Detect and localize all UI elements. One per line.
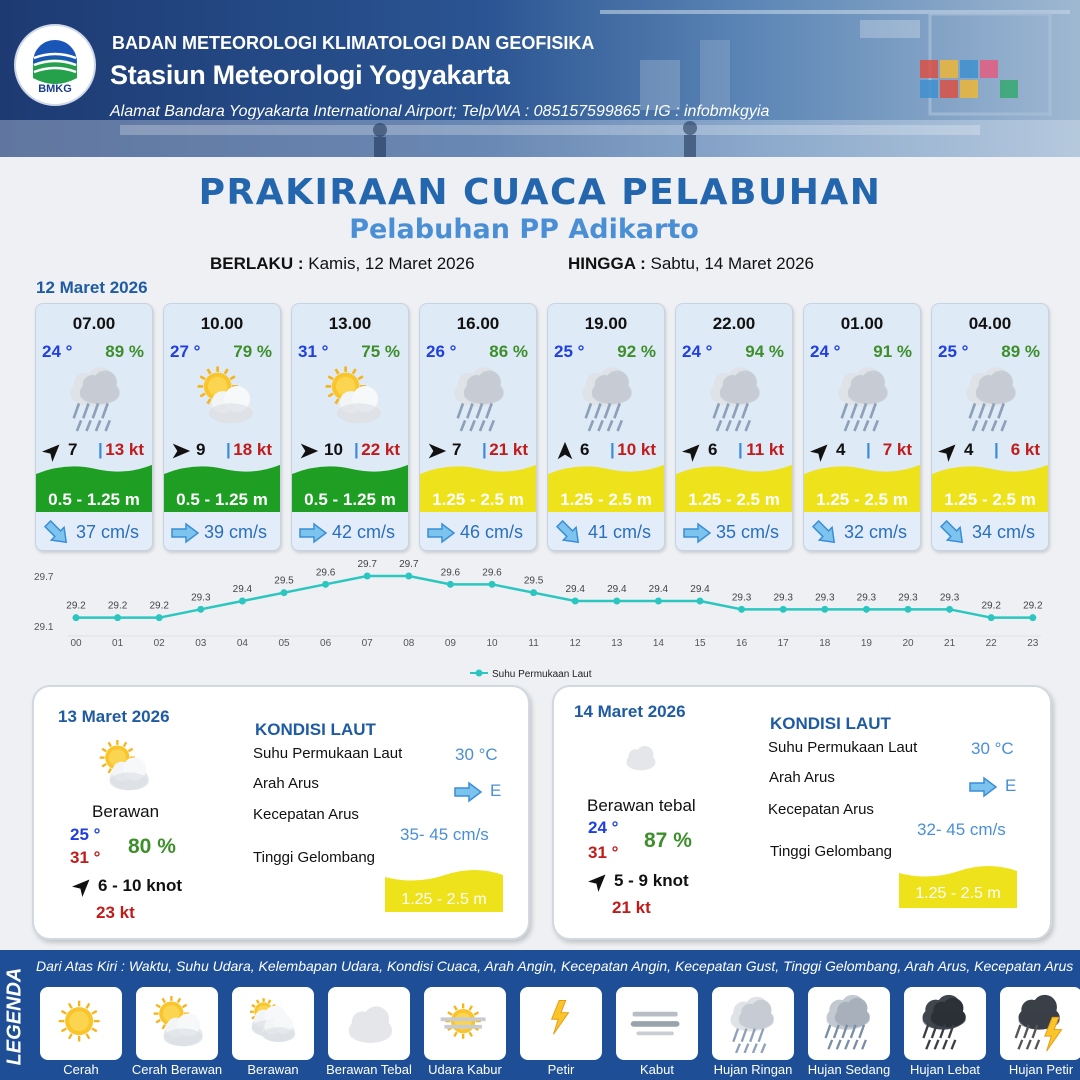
weather-icon — [446, 362, 514, 432]
arah-arus-label: Arah Arus — [769, 769, 835, 786]
day-temp-min: 25 ° — [70, 825, 101, 844]
wind-speed: 6 — [580, 440, 590, 459]
wind-row — [42, 440, 150, 462]
x-tick-label: 17 — [777, 638, 789, 649]
x-tick-label: 20 — [902, 638, 914, 649]
hujan-lebat-icon — [915, 993, 975, 1053]
wind-speed: 7 — [68, 440, 78, 459]
sst-series-line — [76, 576, 1033, 618]
wave-height: 1.25 - 2.5 m — [432, 490, 524, 509]
wind-speed: 4 — [836, 440, 846, 459]
current-speed: 37 cm/s — [76, 522, 140, 542]
tinggi-gelombang-label: Tinggi Gelombang — [253, 849, 376, 866]
gust-speed: 13 kt — [105, 440, 144, 459]
arah-arus-icon — [453, 781, 483, 803]
day-wind-direction-icon — [583, 865, 614, 896]
forecast-card — [675, 303, 793, 551]
wind-row — [170, 440, 278, 462]
hujan-ringan-icon — [574, 362, 642, 432]
legend-item-label: Berawan Tebal — [326, 1062, 412, 1077]
wind-separator: | — [738, 440, 743, 459]
forecast-time: 19.00 — [584, 314, 628, 333]
gust-speed: 11 kt — [746, 440, 784, 459]
sst-data-label: 29.3 — [191, 592, 211, 604]
x-tick-label: 06 — [320, 638, 332, 649]
wave-height: 0.5 - 1.25 m — [176, 490, 268, 509]
kecepatan-arus-value: 35- 45 cm/s — [400, 825, 489, 844]
weather-icon — [702, 362, 770, 432]
wind-row — [810, 440, 918, 462]
day-wind-direction-icon — [67, 870, 98, 901]
weather-icon — [318, 362, 386, 432]
sst-data-label: 29.4 — [232, 584, 253, 595]
sst-data-label: 29.2 — [107, 600, 128, 612]
forecast-temperature: 27 ° — [170, 342, 201, 361]
x-tick-label: 14 — [652, 638, 664, 649]
sst-data-point — [530, 589, 537, 596]
wind-separator: | — [994, 440, 999, 459]
sst-data-point — [946, 606, 953, 613]
x-tick-label: 15 — [694, 638, 706, 649]
sst-data-label: 29.2 — [1023, 600, 1043, 612]
wind-separator: | — [610, 440, 615, 459]
wind-row — [682, 440, 790, 462]
wind-direction-icon — [426, 440, 448, 462]
day-weather-icon — [90, 737, 156, 797]
valid-from — [210, 254, 475, 274]
legend-item-label: Cerah — [63, 1062, 99, 1077]
day1-date: 12 Maret 2026 — [36, 278, 148, 297]
sst-line-chart — [30, 556, 1070, 686]
cerah-berawan-icon — [90, 737, 156, 797]
legend-item-hujan-sedang — [808, 987, 890, 1060]
hujan-ringan-icon — [62, 362, 130, 432]
forecast-temperature: 24 ° — [810, 342, 841, 361]
current-row — [804, 512, 920, 551]
x-tick-label: 03 — [195, 638, 207, 649]
forecast-card — [931, 303, 1049, 551]
sst-data-label: 29.6 — [440, 567, 461, 579]
sst-data-point — [364, 573, 371, 580]
valid-to-value: Sabtu, 14 Maret 2026 — [650, 254, 815, 273]
day-temp-min: 24 ° — [588, 818, 619, 837]
header-banner — [0, 0, 1080, 157]
sst-data-label: 29.2 — [66, 600, 86, 612]
hujan-ringan-icon — [723, 993, 783, 1053]
day-temp-max: 31 ° — [70, 848, 101, 867]
hujan-ringan-icon — [702, 362, 770, 432]
x-tick-label: 07 — [361, 638, 373, 649]
sst-data-point — [239, 598, 246, 605]
weather-icon — [190, 362, 258, 432]
legend-item-label: Cerah Berawan — [131, 1062, 223, 1077]
day-wind-speed: 6 - 10 knot — [98, 876, 183, 895]
legend-description: Dari Atas Kiri : Waktu, Suhu Udara, Kelembapan Udara, Kondisi Cuaca, Arah Angin, Kecepatan Angin, Kecepatan Gust, Tinggi Gelombang, Arah Arus, Kecepatan Arus — [36, 958, 1074, 974]
hujan-petir-icon — [1011, 993, 1071, 1053]
sst-data-label: 29.5 — [523, 575, 544, 587]
forecast-humidity: 92 % — [617, 342, 656, 361]
logo-text: BMKG — [38, 83, 72, 95]
cerah-berawan-icon — [147, 993, 207, 1053]
wind-row — [298, 440, 406, 462]
station-name: Stasiun Meteorologi Yogyakarta — [110, 60, 510, 90]
arah-arus-value: E — [490, 781, 502, 800]
valid-from-label: BERLAKU : — [210, 254, 304, 273]
chart-legend-label: Suhu Permukaan Laut — [492, 669, 592, 680]
sst-data-point — [322, 581, 329, 588]
forecast-time: 07.00 — [72, 314, 116, 333]
current-row — [932, 512, 1048, 551]
forecast-time: 16.00 — [456, 314, 500, 333]
petir-icon — [531, 993, 591, 1053]
forecast-temperature: 31 ° — [298, 342, 329, 361]
x-tick-label: 12 — [569, 638, 581, 649]
sst-data-point — [1029, 614, 1036, 621]
wave-height: 1.25 - 2.5 m — [560, 490, 652, 509]
wave-height: 1.25 - 2.5 m — [816, 490, 908, 509]
org-name: BADAN METEOROLOGI KLIMATOLOGI DAN GEOFISIKA — [112, 33, 595, 53]
forecast-temperature: 26 ° — [426, 342, 457, 361]
wind-speed: 7 — [452, 440, 462, 459]
x-tick-label: 21 — [944, 638, 956, 649]
day-wave-height: 1.25 - 2.5 m — [915, 885, 1001, 902]
tinggi-gelombang-label: Tinggi Gelombang — [770, 843, 893, 860]
sst-data-label: 29.4 — [607, 584, 627, 595]
wind-separator: | — [482, 440, 487, 459]
current-row — [420, 512, 536, 551]
legend-item-label: Berawan — [247, 1062, 299, 1077]
x-tick-label: 00 — [70, 638, 82, 649]
wave-height: 1.25 - 2.5 m — [688, 490, 780, 509]
berawan-icon — [243, 993, 303, 1053]
wind-direction-icon — [554, 440, 576, 462]
legend-item-berawan-tebal — [328, 987, 410, 1060]
sst-data-point — [738, 606, 745, 613]
x-tick-label: 18 — [819, 638, 831, 649]
wind-speed: 4 — [964, 440, 974, 459]
wave-height: 0.5 - 1.25 m — [304, 490, 396, 509]
kondisi-laut-title: KONDISI LAUT — [770, 714, 891, 733]
forecast-card — [35, 303, 153, 551]
current-direction-icon — [426, 522, 456, 544]
legend-item-kabut — [616, 987, 698, 1060]
current-direction-icon — [39, 515, 76, 551]
kecepatan-arus-label: Kecepatan Arus — [768, 801, 874, 818]
sst-data-point — [489, 581, 496, 588]
current-row — [164, 512, 280, 551]
wind-direction-icon — [170, 440, 192, 462]
current-row — [676, 512, 792, 551]
legend-item-hujan-petir — [1000, 987, 1080, 1060]
sst-data-label: 29.3 — [939, 592, 960, 604]
sst-data-point — [156, 614, 163, 621]
day-date: 14 Maret 2026 — [574, 702, 686, 721]
legend-item-label: Hujan Petir — [1008, 1062, 1074, 1077]
sst-data-point — [655, 598, 662, 605]
current-speed: 42 cm/s — [332, 522, 396, 542]
wind-speed: 6 — [708, 440, 718, 459]
x-tick-label: 10 — [486, 638, 498, 649]
x-tick-label: 05 — [278, 638, 290, 649]
gust-speed: 7 kt — [882, 440, 912, 459]
berawan-tebal-icon — [610, 737, 670, 777]
current-speed: 35 cm/s — [716, 522, 780, 542]
legend-item-label: Petir — [547, 1062, 575, 1077]
sst-data-point — [572, 598, 579, 605]
legend-item-label: Hujan Sedang — [807, 1062, 891, 1077]
sst-data-point — [197, 606, 204, 613]
kabut-icon — [627, 993, 687, 1053]
forecast-card — [419, 303, 537, 551]
y-tick-label: 29.1 — [34, 622, 54, 633]
forecast-humidity: 91 % — [873, 342, 912, 361]
forecast-humidity: 89 % — [1001, 342, 1040, 361]
arah-arus-value: E — [1005, 776, 1017, 795]
sst-label: Suhu Permukaan Laut — [253, 745, 403, 762]
x-tick-label: 13 — [611, 638, 623, 649]
hujan-sedang-icon — [819, 993, 879, 1053]
forecast-humidity: 79 % — [233, 342, 272, 361]
forecast-time: 04.00 — [968, 314, 1012, 333]
sst-data-label: 29.5 — [274, 575, 294, 587]
forecast-time: 22.00 — [712, 314, 756, 333]
legend-title: LEGENDA — [3, 967, 26, 1066]
day-wind-speed: 5 - 9 knot — [614, 871, 689, 890]
sst-data-label: 29.3 — [731, 592, 752, 604]
legend-item-cerah-berawan — [136, 987, 218, 1060]
day-temp-max: 31 ° — [588, 843, 619, 862]
legend-item-berawan — [232, 987, 314, 1060]
gust-speed: 6 kt — [1010, 440, 1040, 459]
cerah-icon — [51, 993, 111, 1053]
wind-separator: | — [354, 440, 359, 459]
day-gust: 23 kt — [96, 903, 135, 922]
sst-data-point — [114, 614, 121, 621]
x-tick-label: 23 — [1027, 638, 1039, 649]
udara-kabur-icon — [435, 993, 495, 1053]
day-date: 13 Maret 2026 — [58, 707, 170, 726]
page-subtitle: Pelabuhan PP Adikarto — [349, 214, 699, 245]
x-tick-label: 08 — [403, 638, 415, 649]
sst-data-point — [613, 598, 620, 605]
sst-data-point — [697, 598, 704, 605]
sst-value: 30 °C — [971, 739, 1014, 758]
sst-data-point — [821, 606, 828, 613]
gust-speed: 21 kt — [489, 440, 528, 459]
hujan-ringan-icon — [446, 362, 514, 432]
wind-separator: | — [98, 440, 103, 459]
current-speed: 32 cm/s — [844, 522, 908, 542]
wind-row — [938, 440, 1046, 462]
forecast-temperature: 25 ° — [554, 342, 585, 361]
sst-value: 30 °C — [455, 745, 498, 764]
valid-to-label: HINGGA : — [568, 254, 646, 273]
weather-icon — [62, 362, 130, 432]
day-condition: Berawan tebal — [587, 796, 696, 815]
wind-row — [426, 440, 534, 462]
x-tick-label: 09 — [444, 638, 456, 649]
day-panel-13 — [32, 685, 530, 940]
x-tick-label: 16 — [736, 638, 748, 649]
day-weather-icon — [610, 737, 670, 777]
kecepatan-arus-value: 32- 45 cm/s — [917, 820, 1006, 839]
sst-data-label: 29.3 — [898, 592, 918, 604]
current-row — [548, 512, 664, 551]
legend-item-cerah — [40, 987, 122, 1060]
valid-from-value: Kamis, 12 Maret 2026 — [308, 254, 475, 273]
current-direction-icon — [682, 522, 712, 544]
weather-icon — [958, 362, 1026, 432]
legend-item-label: Hujan Ringan — [713, 1062, 793, 1077]
forecast-humidity: 75 % — [361, 342, 400, 361]
y-tick-label: 29.7 — [34, 572, 54, 583]
forecast-humidity: 89 % — [105, 342, 144, 361]
station-address: Alamat Bandara Yogyakarta International Airport; Telp/WA : 085157599865 I IG : infobmkgyia — [110, 103, 770, 120]
forecast-time: 13.00 — [328, 314, 372, 333]
day-wave-height: 1.25 - 2.5 m — [401, 891, 487, 908]
forecast-card — [547, 303, 665, 551]
forecast-temperature: 25 ° — [938, 342, 969, 361]
sst-data-label: 29.4 — [690, 584, 710, 595]
sst-data-label: 29.3 — [773, 592, 793, 604]
sst-data-point — [863, 606, 870, 613]
forecast-humidity: 94 % — [745, 342, 784, 361]
day-condition: Berawan — [92, 802, 160, 821]
forecast-time: 01.00 — [840, 314, 884, 333]
page-title: PRAKIRAAN CUACA PELABUHAN — [198, 172, 882, 213]
current-speed: 46 cm/s — [460, 522, 524, 542]
legend-side-label — [0, 950, 32, 1080]
forecast-humidity: 86 % — [489, 342, 528, 361]
valid-to — [568, 254, 814, 274]
day-humidity: 87 % — [644, 829, 692, 852]
x-tick-label: 19 — [860, 638, 872, 649]
gust-speed: 22 kt — [361, 440, 400, 459]
forecast-card — [163, 303, 281, 551]
current-row — [292, 512, 408, 551]
legend-item-label: Hujan Lebat — [909, 1062, 981, 1077]
day-panel-14 — [552, 685, 1052, 940]
sst-data-point — [405, 573, 412, 580]
sst-data-label: 29.4 — [565, 584, 585, 595]
forecast-time: 10.00 — [200, 314, 244, 333]
forecast-card — [291, 303, 409, 551]
wind-speed: 10 — [324, 440, 343, 459]
legend-item-udara-kabur — [424, 987, 506, 1060]
weather-icon — [830, 362, 898, 432]
sst-data-point — [281, 589, 288, 596]
sst-data-point — [447, 581, 454, 588]
day-gust: 21 kt — [612, 898, 651, 917]
berawan-tebal-icon — [339, 993, 399, 1053]
hujan-ringan-icon — [958, 362, 1026, 432]
current-speed: 41 cm/s — [588, 522, 652, 542]
forecast-temperature: 24 ° — [682, 342, 713, 361]
wave-height: 1.25 - 2.5 m — [944, 490, 1036, 509]
current-direction-icon — [935, 515, 972, 551]
current-speed: 34 cm/s — [972, 522, 1036, 542]
sst-label: Suhu Permukaan Laut — [768, 739, 918, 756]
cerah-berawan-icon — [318, 362, 386, 432]
gust-speed: 10 kt — [617, 440, 656, 459]
sst-data-label: 29.6 — [315, 567, 336, 579]
legend-item-label: Udara Kabur — [428, 1062, 502, 1077]
bmkg-logo — [14, 24, 96, 106]
sst-data-label: 29.6 — [482, 567, 502, 579]
sst-data-label: 29.7 — [357, 559, 377, 570]
sst-data-label: 29.2 — [981, 600, 1001, 612]
wave-height: 0.5 - 1.25 m — [48, 490, 140, 509]
kondisi-laut-title: KONDISI LAUT — [255, 720, 376, 739]
arah-arus-label: Arah Arus — [253, 775, 319, 792]
x-tick-label: 04 — [236, 638, 248, 649]
x-tick-label: 11 — [528, 638, 539, 649]
sst-data-label: 29.3 — [815, 592, 835, 604]
x-tick-label: 02 — [153, 638, 165, 649]
sst-data-label: 29.2 — [149, 600, 169, 612]
arah-arus-icon — [968, 776, 998, 798]
forecast-card — [803, 303, 921, 551]
x-tick-label: 22 — [985, 638, 997, 649]
current-speed: 39 cm/s — [204, 522, 268, 542]
legend-item-hujan-lebat — [904, 987, 986, 1060]
wind-direction-icon — [298, 440, 320, 462]
current-direction-icon — [298, 522, 328, 544]
hujan-ringan-icon — [830, 362, 898, 432]
sst-data-label: 29.4 — [648, 584, 669, 595]
wind-speed: 9 — [196, 440, 206, 459]
current-direction-icon — [170, 522, 200, 544]
sst-data-point — [73, 614, 80, 621]
weather-icon — [574, 362, 642, 432]
current-row — [36, 512, 152, 551]
cerah-berawan-icon — [190, 362, 258, 432]
sst-data-point — [780, 606, 787, 613]
current-direction-icon — [551, 515, 588, 551]
legend-item-petir — [520, 987, 602, 1060]
day-humidity: 80 % — [128, 835, 176, 858]
gust-speed: 18 kt — [233, 440, 272, 459]
wind-separator: | — [226, 440, 231, 459]
x-tick-label: 01 — [112, 638, 124, 649]
sst-data-label: 29.3 — [856, 592, 877, 604]
wind-separator: | — [866, 440, 871, 459]
legend-item-label: Kabut — [640, 1062, 674, 1077]
sst-data-label: 29.7 — [399, 559, 419, 570]
forecast-temperature: 24 ° — [42, 342, 73, 361]
sst-data-point — [905, 606, 912, 613]
kecepatan-arus-label: Kecepatan Arus — [253, 806, 359, 823]
legend-marker — [476, 670, 483, 677]
sst-data-point — [988, 614, 995, 621]
legend-item-hujan-ringan — [712, 987, 794, 1060]
wind-row — [554, 440, 662, 462]
current-direction-icon — [807, 515, 844, 551]
